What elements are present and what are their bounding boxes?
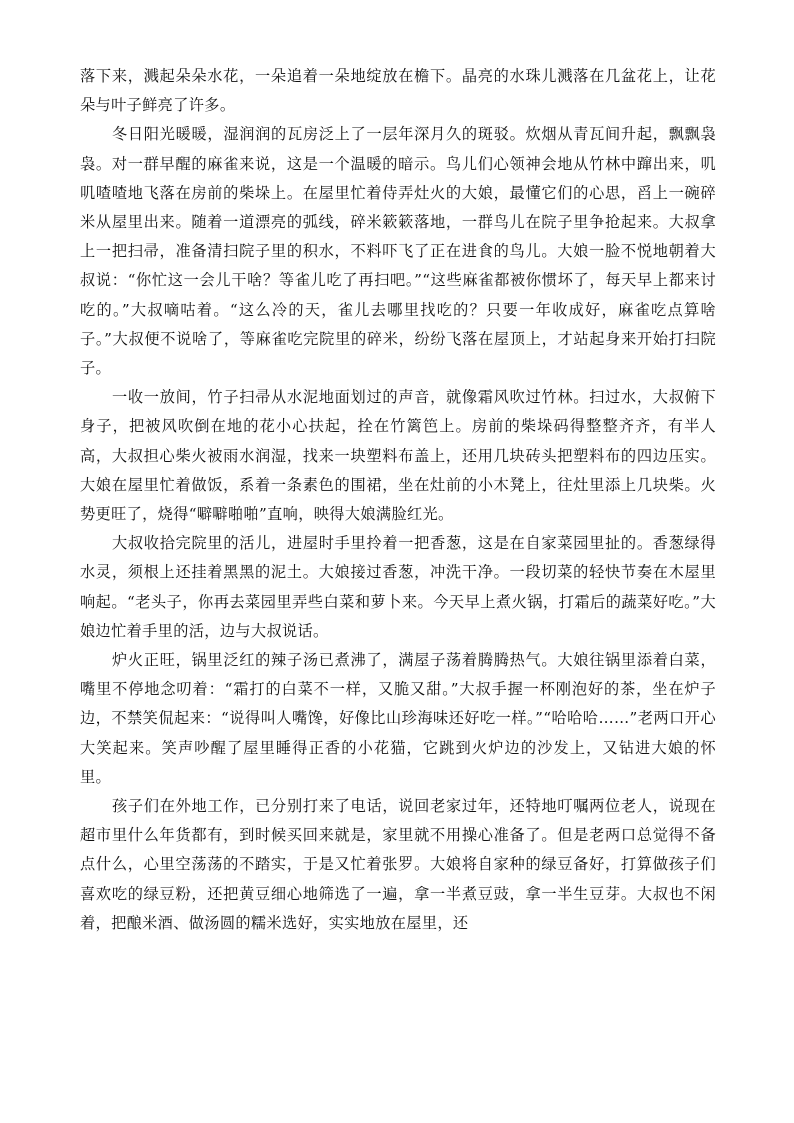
paragraph-6: 孩子们在外地工作，已分别打来了电话，说回老家过年，还特地叮嘱两位老人，说现在超市里什么年货都有，到时候买回来就是，家里就不用操心准备了。但是老两口总觉得不备点什么，心里空荡荡的不踏实，于是又忙着张罗。大娘将自家种的绿豆备好，打算做孩子们喜欢吃的绿豆粉，还把黄豆细心地筛选了一遍，拿一半煮豆豉，拿一半生豆芽。大叔也不闲着，把酿米酒、做汤圆的糯米选好，实实地放在屋里，还 <box>80 797 716 932</box>
article-body <box>80 62 716 938</box>
paragraph-2: 冬日阳光暖暖，湿润润的瓦房泛上了一层年深月久的斑驳。炊烟从青瓦间升起，飘飘袅袅。对一群早醒的麻雀来说，这是一个温暖的暗示。鸟儿们心领神会地从竹林中蹿出来，叽叽喳喳地飞落在房前的柴垛上。在屋里忙着侍弄灶火的大娘，最懂它们的心思，舀上一碗碎米从屋里出来。随着一道漂亮的弧线，碎米簌簌落地，一群鸟儿在院子里争抢起来。大叔拿上一把扫帚，准备清扫院子里的积水，不料吓飞了正在进食的鸟儿。大娘一脸不悦地朝着大叔说：“你忙这一会儿干啥？等雀儿吃了再扫吧。”“这些麻雀都被你惯坏了，每天早上都来讨吃的。”大叔嘀咕着。“这么冷的天，雀儿去哪里找吃的？只要一年收成好，麻雀吃点算啥子。”大叔便不说啥了，等麻雀吃完院里的碎米，纷纷飞落在屋顶上，才站起身来开始打扫院子。 <box>80 125 716 378</box>
paragraph-3: 一收一放间，竹子扫帚从水泥地面划过的声音，就像霜风吹过竹林。扫过水，大叔俯下身子，把被风吹倒在地的花小心扶起，拴在竹篱笆上。房前的柴垛码得整整齐齐，有半人高，大叔担心柴火被雨水润湿，找来一块塑料布盖上，还用几块砖头把塑料布的四边压实。大娘在屋里忙着做饭，系着一条素色的围裙，坐在灶前的小木凳上，往灶里添上几块柴。火势更旺了，烧得“噼噼啪啪”直响，映得大娘满脸红光。 <box>80 388 716 524</box>
paragraph-5: 炉火正旺，锅里泛红的辣子汤已煮沸了，满屋子荡着腾腾热气。大娘往锅里添着白菜，嘴里不停地念叨着：“霜打的白菜不一样，又脆又甜。”大叔手握一杯刚泡好的茶，坐在炉子边，不禁笑侃起来：“说得叫人嘴馋，好像比山珍海味还好吃一样。”“哈哈哈……”老两口开心大笑起来。笑声吵醒了屋里睡得正香的小花猫，它跳到火炉边的沙发上，又钻进大娘的怀里。 <box>80 651 716 786</box>
paragraph-4: 大叔收拾完院里的活儿，进屋时手里拎着一把香葱，这是在自家菜园里扯的。香葱绿得水灵，须根上还挂着黑黑的泥土。大娘接过香葱，冲洗干净。一段切菜的轻快节奏在木屋里响起。“老头子，你再去菜园里弄些白菜和萝卜来。今天早上煮火锅，打霜后的蔬菜好吃。”大娘边忙着手里的活，边与大叔说话。 <box>80 534 716 640</box>
paragraph-1: 落下来，溅起朵朵水花，一朵追着一朵地绽放在檐下。晶亮的水珠儿溅落在几盆花上，让花朵与叶子鲜亮了许多。 <box>80 67 716 115</box>
